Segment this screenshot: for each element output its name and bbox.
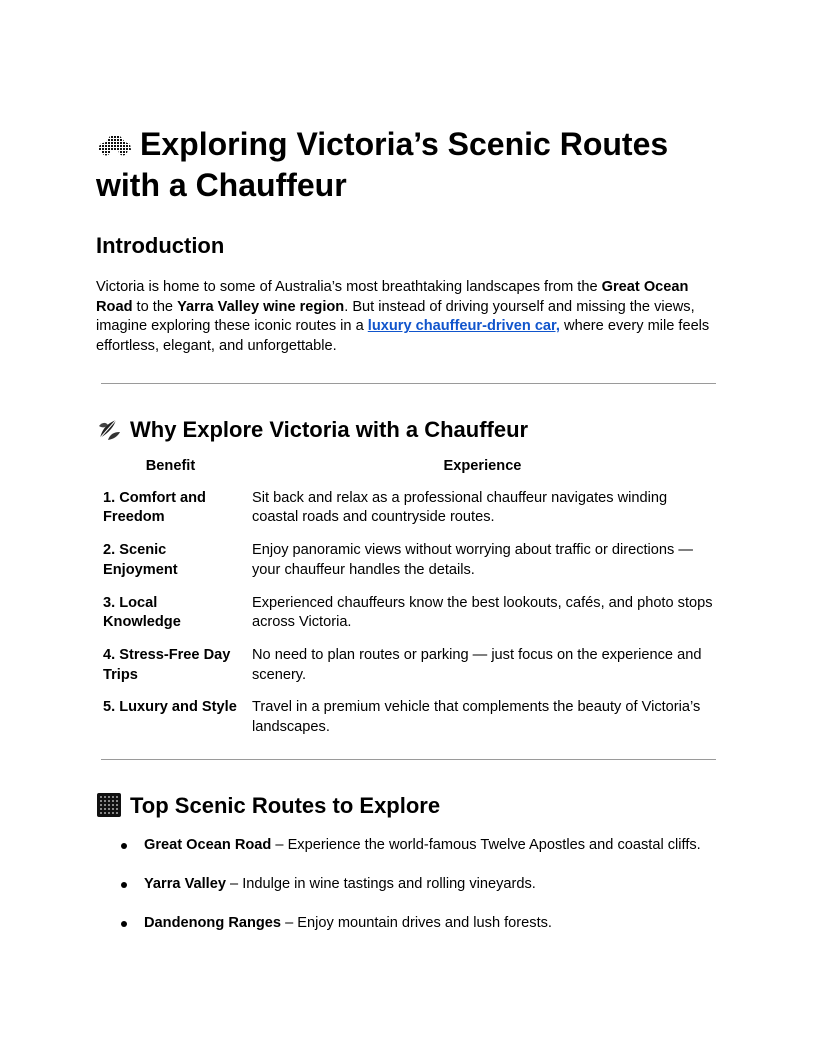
bullet-icon xyxy=(121,882,127,888)
routes-heading xyxy=(96,792,440,820)
route-name: Dandenong Ranges xyxy=(144,915,282,931)
horizontal-divider xyxy=(101,383,716,384)
luxury-chauffeur-link[interactable]: luxury chauffeur-driven car, xyxy=(367,318,560,335)
routes-list xyxy=(96,836,701,953)
why-heading xyxy=(96,416,528,444)
list-item xyxy=(96,875,701,914)
grid-icon xyxy=(96,792,122,818)
table-row xyxy=(96,588,720,640)
introduction-paragraph xyxy=(96,278,720,357)
route-description: – Enjoy mountain drives and lush forests. xyxy=(281,915,552,931)
experience-cell: Enjoy panoramic views without worrying about traffic or directions — your chauffeur handles the details. xyxy=(252,542,693,578)
table-row xyxy=(96,692,720,744)
benefit-cell: 2. Scenic Enjoyment xyxy=(103,542,178,578)
experience-cell: Experienced chauffeurs know the best lookouts, cafés, and photo stops across Victoria. xyxy=(252,594,713,631)
leaf-icon xyxy=(96,416,122,442)
intro-text: Victoria is home to some of Australia’s most breathtaking landscapes from the xyxy=(96,279,602,295)
page-title-text: Exploring Victoria’s Scenic Routes with a Chauffeur xyxy=(96,126,669,203)
benefit-cell: 4. Stress-Free Day Trips xyxy=(103,646,231,683)
benefit-cell: 1. Comfort and Freedom xyxy=(103,489,206,526)
experience-cell: Travel in a premium vehicle that complements the beauty of Victoria’s landscapes. xyxy=(252,699,701,736)
horizontal-divider xyxy=(101,759,716,760)
benefit-cell: 3. Local Knowledge xyxy=(103,594,181,631)
list-item xyxy=(96,836,701,875)
table-row xyxy=(96,640,720,692)
experience-cell: Sit back and relax as a professional chauffeur navigates winding coastal roads and countryside routes. xyxy=(252,489,668,526)
table-header-row xyxy=(96,455,720,483)
bullet-icon xyxy=(121,921,127,927)
route-name: Great Ocean Road xyxy=(144,837,272,853)
column-header-benefit: Benefit xyxy=(145,458,196,474)
list-item xyxy=(96,914,701,953)
intro-text: where every mile feels effortless, elegant, and unforgettable. xyxy=(96,318,710,355)
benefits-table xyxy=(96,455,720,745)
column-header-experience: Experience xyxy=(443,458,522,474)
table-row xyxy=(96,483,720,535)
table-row xyxy=(96,535,720,587)
page-title xyxy=(96,124,736,206)
intro-bold-great-ocean-road: Great Ocean Road xyxy=(96,279,689,315)
car-icon xyxy=(96,126,132,150)
experience-cell: No need to plan routes or parking — just focus on the experience and scenery. xyxy=(252,646,702,683)
route-description: – Indulge in wine tastings and rolling vineyards. xyxy=(225,876,536,892)
route-description: – Experience the world-famous Twelve Apostles and coastal cliffs. xyxy=(271,837,701,853)
intro-text: to the xyxy=(132,298,178,315)
bullet-icon xyxy=(121,843,127,849)
benefit-cell: 5. Luxury and Style xyxy=(103,699,237,716)
routes-heading-text: Top Scenic Routes to Explore xyxy=(130,793,441,818)
route-name: Yarra Valley xyxy=(144,876,226,892)
intro-text: . But instead of driving yourself and missing the views, imagine exploring these iconic routes in a xyxy=(96,298,695,335)
introduction-heading: Introduction xyxy=(96,233,225,258)
why-heading-text: Why Explore Victoria with a Chauffeur xyxy=(130,417,529,442)
intro-bold-yarra-valley: Yarra Valley wine region xyxy=(177,298,345,315)
